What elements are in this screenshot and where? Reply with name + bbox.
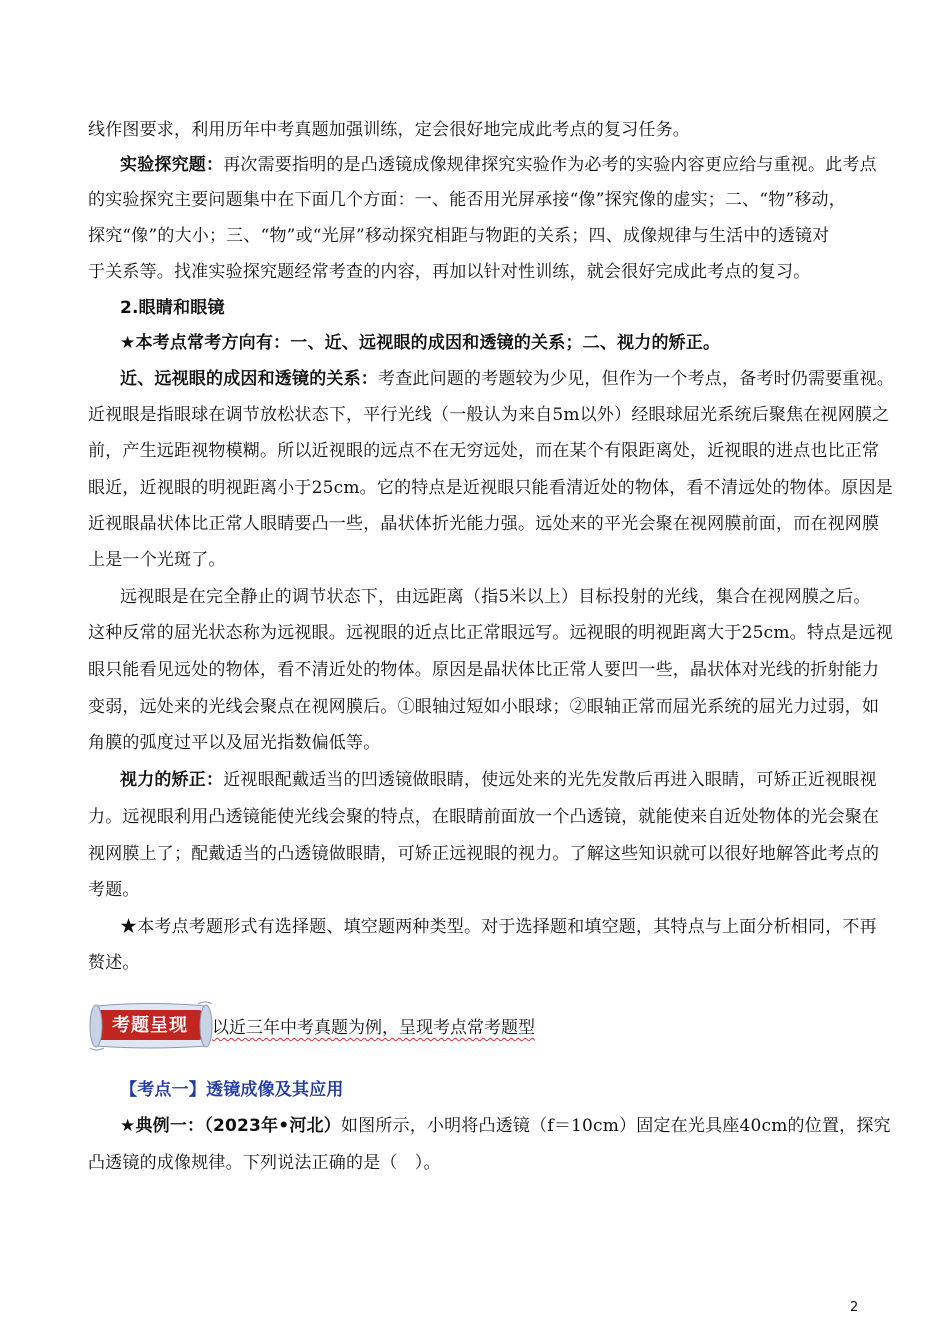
paragraph-text: 近视眼配戴适当的凹透镜做眼睛，使远处来的光先发散后再进入眼睛，可矫正近视眼视: [223, 770, 877, 790]
key-point-line: ★本考点常考方向有：一、近、远视眼的成因和透镜的关系；二、视力的矫正。: [120, 333, 721, 353]
paragraph-line: 前，产生远距视物模糊。所以近视眼的远点不在无穷远处，而在某个有限距离处，近视眼的进点也比正常: [88, 441, 880, 461]
paragraph-line: 探究“像”的大小；三、“物”或“光屏”移动探究相距与物距的关系；四、成像规律与生活中的透镜对: [88, 226, 830, 246]
paragraph-text: 考查此问题的考题较为少见，但作为一个考点，备考时仍需要重视。: [378, 369, 894, 389]
banner-title: 考题呈现: [112, 1015, 188, 1036]
topic-heading: 【考点一】透镜成像及其应用: [120, 1080, 344, 1100]
paragraph-line: [120, 768, 877, 792]
paragraph-line: 于关系等。找准实验探究题经常考查的内容，再加以针对性训练，就会很好完成此考点的复习。: [88, 262, 811, 282]
banner-caption: 以近三年中考真题为例，呈现考点常考题型: [212, 1018, 535, 1038]
example-line: 凸透镜的成像规律。下列说法正确的是（ ）。: [88, 1153, 441, 1173]
paragraph-line: 力。远视眼利用凸透镜能使光线会聚的特点，在眼睛前面放一个凸透镜，就能使来自近处物体的光会聚在: [88, 807, 880, 827]
paragraph-line: 这种反常的屈光状态称为远视眼。远视眼的近点比正常眼远写。远视眼的明视距离大于25cm。特点是远视: [88, 623, 893, 643]
paragraph-line: [120, 367, 894, 391]
term-label: 近、远视眼的成因和透镜的关系：: [120, 369, 378, 389]
paragraph-line: 线作图要求，利用历年中考真题加强训练，定会很好地完成此考点的复习任务。: [88, 120, 690, 140]
example-text: 如图所示，小明将凸透镜（f＝10cm）固定在光具座40cm的位置，探究: [340, 1116, 891, 1136]
paragraph-line: 角膜的弧度过平以及屈光指数偏低等。: [88, 733, 381, 753]
paragraph-line: 变弱，远处来的光线会聚点在视网膜后。①眼轴过短如小眼球；②眼轴正常而屈光系统的屈光力过弱，如: [88, 697, 880, 717]
paragraph-line: 近视眼晶状体比正常人眼睛要凸一些，晶状体折光能力强。远处来的平光会聚在视网膜前面，而在视网膜: [88, 514, 880, 534]
paragraph-line: 眼近，近视眼的明视距离小于25cm。它的特点是近视眼只能看清近处的物体，看不清远处的物体。原因是: [88, 478, 893, 498]
page-number: 2: [850, 1300, 859, 1315]
paragraph-line: 的实验探究主要问题集中在下面几个方面：一、能否用光屏承接“像”探究像的虚实；二、“物”移动，: [88, 190, 846, 210]
paragraph-line: ★本考点考题形式有选择题、填空题两种类型。对于选择题和填空题，其特点与上面分析相同，不再: [120, 917, 877, 937]
section-banner: [86, 1000, 214, 1052]
paragraph-line: 近视眼是指眼球在调节放松状态下，平行光线（一般认为来自5m以外）经眼球屈光系统后聚焦在视网膜之: [88, 405, 890, 425]
term-label: 实验探究题：: [120, 155, 224, 175]
paragraph-line: 远视眼是在完全静止的调节状态下，由远距离（指5米以上）目标投射的光线，集合在视网膜之后。: [120, 587, 871, 607]
paragraph-text: 再次需要指明的是凸透镜成像规律探究实验作为必考的实验内容更应给与重视。此考点: [223, 155, 877, 175]
section-heading: 2.眼睛和眼镜: [120, 298, 225, 318]
example-label: ★典例一：（2023年•河北）: [120, 1116, 341, 1136]
paragraph-line: 考题。: [88, 880, 140, 900]
example-line: [120, 1114, 891, 1138]
paragraph-line: 赘述。: [88, 953, 140, 973]
term-label: 视力的矫正：: [120, 770, 224, 790]
paragraph-line: 视网膜上了；配戴适当的凸透镜做眼睛，可矫正远视眼的视力。了解这些知识就可以很好地解答此考点的: [88, 844, 880, 864]
paragraph-line: [120, 153, 877, 177]
paragraph-line: 上是一个光斑了。: [88, 550, 226, 570]
paragraph-line: 眼只能看见远处的物体，看不清近处的物体。原因是晶状体比正常人要凹一些，晶状体对光线的折射能力: [88, 660, 880, 680]
